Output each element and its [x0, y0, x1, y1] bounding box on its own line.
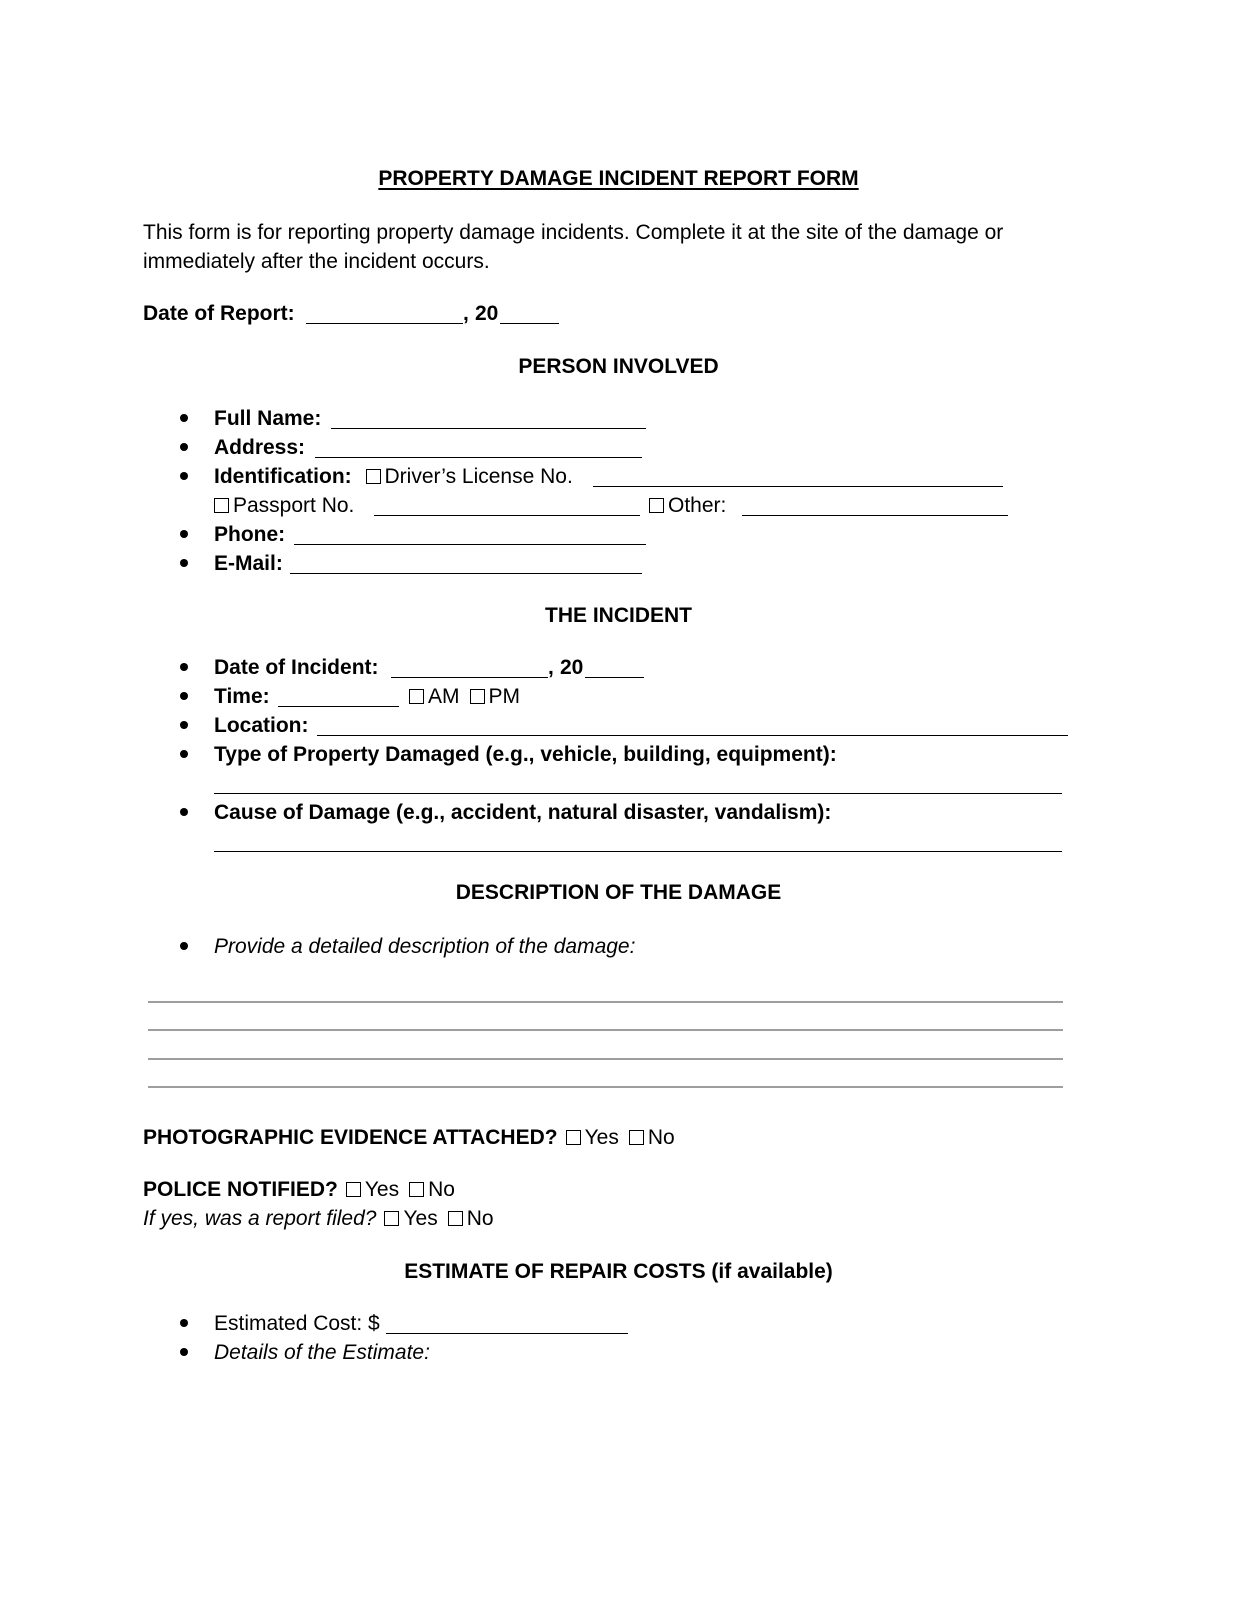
other-checkbox[interactable]	[649, 498, 664, 513]
police-yes-checkbox[interactable]	[346, 1182, 361, 1197]
property-type-field[interactable]	[214, 793, 1062, 794]
photo-evidence-label: PHOTOGRAPHIC EVIDENCE ATTACHED?	[143, 1126, 558, 1149]
time-label: Time:	[214, 685, 270, 708]
passport-field[interactable]	[374, 515, 640, 516]
section-heading-description: DESCRIPTION OF THE DAMAGE	[455, 881, 782, 904]
report-filed-row	[143, 1208, 494, 1229]
passport-option	[214, 495, 354, 516]
passport-label: Passport No.	[233, 494, 355, 517]
incident-date-label: Date of Incident:	[214, 656, 379, 679]
drivers-license-checkbox[interactable]	[366, 469, 381, 484]
bullet	[180, 559, 188, 567]
police-no-checkbox[interactable]	[409, 1182, 424, 1197]
passport-checkbox[interactable]	[214, 498, 229, 513]
location-field[interactable]	[317, 735, 1068, 736]
bullet	[180, 530, 188, 538]
identification-label: Identification:	[214, 465, 352, 488]
phone-field[interactable]	[294, 544, 646, 545]
description-line-2[interactable]	[148, 1029, 1063, 1031]
report-date-comma: ,	[463, 302, 469, 325]
other-option	[649, 495, 726, 516]
pm-checkbox[interactable]	[470, 689, 485, 704]
am-label: AM	[428, 685, 460, 708]
cause-field[interactable]	[214, 851, 1062, 852]
police-notified-row	[143, 1179, 455, 1200]
bullet	[180, 1348, 188, 1356]
report-filed-yes-checkbox[interactable]	[384, 1211, 399, 1226]
report-date-field[interactable]	[306, 323, 463, 324]
photo-evidence-row	[143, 1127, 675, 1148]
police-notified-label: POLICE NOTIFIED?	[143, 1178, 338, 1201]
estimated-cost-label: Estimated Cost: $	[214, 1312, 380, 1335]
report-filed-yes-label: Yes	[403, 1207, 438, 1230]
email-label: E-Mail:	[214, 552, 283, 575]
police-no-label: No	[428, 1178, 455, 1201]
address-field[interactable]	[315, 457, 642, 458]
identification-row	[214, 466, 573, 487]
description-prompt: Provide a detailed description of the damage:	[214, 935, 636, 958]
time-field[interactable]	[278, 706, 399, 707]
drivers-license-label: Driver’s License No.	[384, 465, 573, 488]
incident-year-field[interactable]	[585, 677, 644, 678]
cause-label: Cause of Damage (e.g., accident, natural disaster, vandalism):	[214, 801, 832, 824]
estimate-heading: ESTIMATE OF REPAIR COSTS	[404, 1260, 706, 1283]
am-checkbox[interactable]	[409, 689, 424, 704]
report-filed-no-checkbox[interactable]	[448, 1211, 463, 1226]
bullet	[180, 414, 188, 422]
phone-label: Phone:	[214, 523, 286, 546]
bullet	[180, 1319, 188, 1327]
bullet	[180, 721, 188, 729]
full-name-label: Full Name:	[214, 407, 322, 430]
report-year-field[interactable]	[500, 323, 559, 324]
photo-no-label: No	[647, 1126, 675, 1149]
date-of-report-label: Date of Report:	[143, 302, 295, 325]
bullet	[180, 750, 188, 758]
other-label: Other:	[668, 494, 727, 517]
estimated-cost-field[interactable]	[386, 1333, 628, 1334]
photo-no-checkbox[interactable]	[629, 1130, 644, 1145]
bullet	[180, 942, 188, 950]
bullet	[180, 663, 188, 671]
estimate-details-label: Details of the Estimate:	[214, 1341, 430, 1364]
am-pm-options	[409, 686, 520, 707]
other-field[interactable]	[742, 515, 1008, 516]
full-name-field[interactable]	[331, 428, 646, 429]
bullet	[180, 443, 188, 451]
email-field[interactable]	[290, 573, 642, 574]
pm-label: PM	[488, 685, 520, 708]
drivers-license-field[interactable]	[593, 486, 1003, 487]
property-type-label: Type of Property Damaged (e.g., vehicle, building, equipment):	[214, 743, 837, 766]
photo-yes-checkbox[interactable]	[566, 1130, 581, 1145]
report-year-prefix: 20	[475, 302, 499, 325]
intro-line-2: immediately after the incident occurs.	[143, 250, 490, 273]
bullet	[180, 692, 188, 700]
section-heading-person: PERSON INVOLVED	[518, 355, 719, 378]
police-yes-label: Yes	[364, 1178, 400, 1201]
estimate-heading-suffix: (if available)	[705, 1260, 833, 1283]
description-line-1[interactable]	[148, 1001, 1063, 1003]
intro-line-1: This form is for reporting property damage incidents. Complete it at the site of the damage or	[143, 221, 1004, 244]
photo-yes-label: Yes	[584, 1126, 619, 1149]
section-heading-estimate	[0, 1261, 1237, 1282]
description-line-3[interactable]	[148, 1058, 1063, 1060]
incident-date-field[interactable]	[391, 677, 548, 678]
report-filed-label: If yes, was a report filed?	[143, 1207, 377, 1230]
page-title: PROPERTY DAMAGE INCIDENT REPORT FORM	[378, 167, 859, 190]
report-filed-no-label: No	[466, 1207, 494, 1230]
address-label: Address:	[214, 436, 306, 459]
description-line-4[interactable]	[148, 1086, 1063, 1088]
incident-year-prefix: 20	[560, 656, 584, 679]
bullet	[180, 808, 188, 816]
section-heading-incident: THE INCIDENT	[545, 604, 692, 627]
bullet	[180, 472, 188, 480]
location-label: Location:	[214, 714, 309, 737]
incident-date-comma: ,	[548, 656, 554, 679]
